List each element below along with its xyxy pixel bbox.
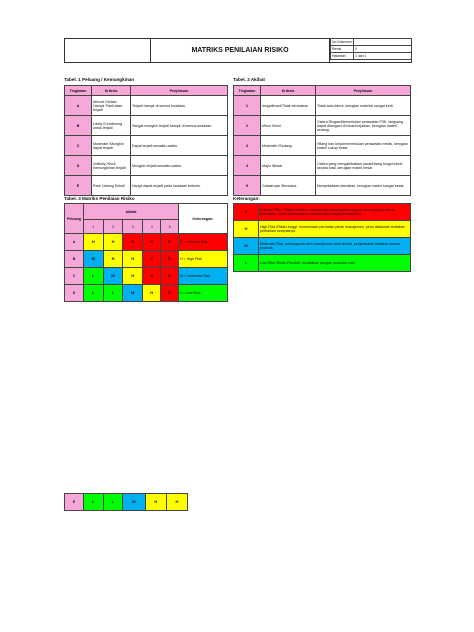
meta-label: Revisi (331, 46, 354, 53)
risk-cell: M (103, 268, 123, 285)
table2-level: 5 (234, 176, 261, 196)
table2-desc: Hilang hari kerja/memerlukan perawatan medis, kerugian materi cukup besar. (316, 136, 411, 156)
keterangan-caption: Keterangan: (233, 196, 260, 201)
keterangan-code: L (234, 255, 259, 272)
table1-header: Penjelasan (131, 86, 228, 96)
keterangan-text: Moderate Risk, penanganan oleh manajemen area terkait, penjadwalan tindakan sesuai prioritas (259, 238, 411, 255)
keterangan-table (233, 203, 411, 272)
table1-peluang (64, 85, 228, 196)
akibat-header: Akibat (84, 204, 179, 220)
table2-criteria: Moderate /Sedang (261, 136, 316, 156)
table1-desc: Dapat terjadi sewaktu-waktu. (131, 136, 228, 156)
risk-cell: L (103, 494, 123, 511)
risk-cell: E (143, 268, 161, 285)
table2-desc: Cidera yang mengakibatkan cacat/hilang fungsi tubuh secara total, kerugian materi besar (316, 156, 411, 176)
risk-legend: E = Extreme Risk (179, 234, 228, 251)
risk-cell: E (143, 234, 161, 251)
table2-desc: Cidera Ringan/Memerlukan perawatan P3K, langsung dapat ditangani di lokasi kejadian, kerugian materi sedang. (316, 116, 411, 136)
table2-level: 2 (234, 116, 261, 136)
table3-row-e (64, 493, 188, 511)
table1-level: B (65, 116, 92, 136)
risk-cell: L (84, 494, 104, 511)
akibat-column: 5 (161, 220, 179, 234)
peluang-row-label: E (65, 494, 84, 511)
table2-criteria: Major /Besar (261, 156, 316, 176)
table2-desc: Tidak ada cidera, kerugian material sangat kecil. (316, 96, 411, 116)
table1-criteria: Almost Certain Hampir Pasti akan terjadi (92, 96, 131, 116)
table1-criteria: Likely /Cenderung untuk terjadi (92, 116, 131, 136)
table2-desc: Menyebabkan kematian, kerugian materi sangat besar (316, 176, 411, 196)
document-meta-table (330, 38, 412, 60)
table1-caption: Tabel. 1 Peluang / Kemungkinan (64, 77, 135, 82)
meta-value (354, 39, 412, 46)
akibat-column: 3 (123, 220, 143, 234)
risk-cell: M (123, 494, 146, 511)
risk-legend: M = Moderate Risk (179, 268, 228, 285)
table1-header: Tingkatan (65, 86, 92, 96)
table2-criteria: Minor /Kecil (261, 116, 316, 136)
risk-cell: H (123, 268, 143, 285)
table2-header: Kriteria (261, 86, 316, 96)
table2-header: Penjelasan (316, 86, 411, 96)
meta-value: 0 (354, 46, 412, 53)
table1-criteria: Unlikely /Kecil Kemungkinan terjadi (92, 156, 131, 176)
table1-criteria: Moderate /Mungkin dapat terjadi (92, 136, 131, 156)
table2-level: 4 (234, 156, 261, 176)
table2-header: Tingkatan (234, 86, 261, 96)
risk-cell: M (123, 285, 143, 302)
akibat-column: 4 (143, 220, 161, 234)
table2-level: 3 (234, 136, 261, 156)
risk-cell: H (103, 251, 123, 268)
risk-cell: E (161, 234, 179, 251)
risk-cell: E (143, 251, 161, 268)
risk-cell: L (103, 285, 123, 302)
table2-criteria: Catastropic /Bencana (261, 176, 316, 196)
table1-desc: Sangat mungkin terjadi hampir di semua keadaan. (131, 116, 228, 136)
table2-akibat (233, 85, 411, 196)
risk-cell: E (161, 268, 179, 285)
table2-caption: Tabel. 2 Akibat (233, 77, 265, 82)
peluang-row-label: C (65, 268, 84, 285)
risk-cell: E (161, 251, 179, 268)
keterangan-text: Low Risk /Risiko Rendah, kendalikan dengan prosedur rutin (259, 255, 411, 272)
table1-desc: Mungkin terjadi sewaktu-waktu. (131, 156, 228, 176)
risk-cell: H (145, 494, 166, 511)
risk-cell: H (166, 494, 187, 511)
risk-cell: E (161, 285, 179, 302)
table1-header: Kriteria (92, 86, 131, 96)
risk-cell: H (123, 251, 143, 268)
table1-level: D (65, 156, 92, 176)
risk-cell: H (103, 234, 123, 251)
keterangan-header: Keterangan: (179, 204, 228, 234)
table1-desc: Hanya dapat terjadi pada keadaan tertentu. (131, 176, 228, 196)
peluang-row-label: B (65, 251, 84, 268)
risk-cell: H (143, 285, 161, 302)
keterangan-code: M (234, 238, 259, 255)
document-title: MATRIKS PENILAIAN RISIKO (150, 38, 330, 63)
table2-level: 1 (234, 96, 261, 116)
table3-matrix (64, 203, 228, 302)
risk-cell: L (84, 268, 104, 285)
risk-cell: E (123, 234, 143, 251)
keterangan-code: E (234, 204, 259, 221)
peluang-row-label: D (65, 285, 84, 302)
keterangan-text: Extreme Risk / Risiko Ekstrim, memerlukan penanganan segera atau kegiatan harus dihentikan / tidak dilaksanakan sampai risiko dapat diminimalisir. (259, 204, 411, 221)
akibat-column: 2 (103, 220, 123, 234)
keterangan-code: H (234, 221, 259, 238)
risk-cell: M (84, 251, 104, 268)
risk-legend: L = Low Risk (179, 285, 228, 302)
keterangan-text: High Risk /Risiko tinggi, memerlukan perhatian pihak manajemen, perlu dilakukan tindakan perbaikan secepatnya (259, 221, 411, 238)
peluang-row-label: A (65, 234, 84, 251)
table1-level: C (65, 136, 92, 156)
risk-legend: H = High Risk (179, 251, 228, 268)
table3-caption: Tabel. 3 Matriks Penilaian Risiko (64, 196, 135, 201)
table1-criteria: Rare /Jarang Sekali (92, 176, 131, 196)
meta-value: 1 dari 1 (354, 53, 412, 60)
table1-desc: Terjadi hampir di semua keadaan. (131, 96, 228, 116)
meta-label: Halaman (331, 53, 354, 60)
risk-cell: H (84, 234, 104, 251)
peluang-header: Peluang (65, 204, 84, 234)
risk-cell: L (84, 285, 104, 302)
akibat-column: 1 (84, 220, 104, 234)
table1-level: A (65, 96, 92, 116)
table2-criteria: Insignificant/Tidak bermakna (261, 96, 316, 116)
meta-label: No Dokumen (332, 40, 352, 44)
table1-level: E (65, 176, 92, 196)
